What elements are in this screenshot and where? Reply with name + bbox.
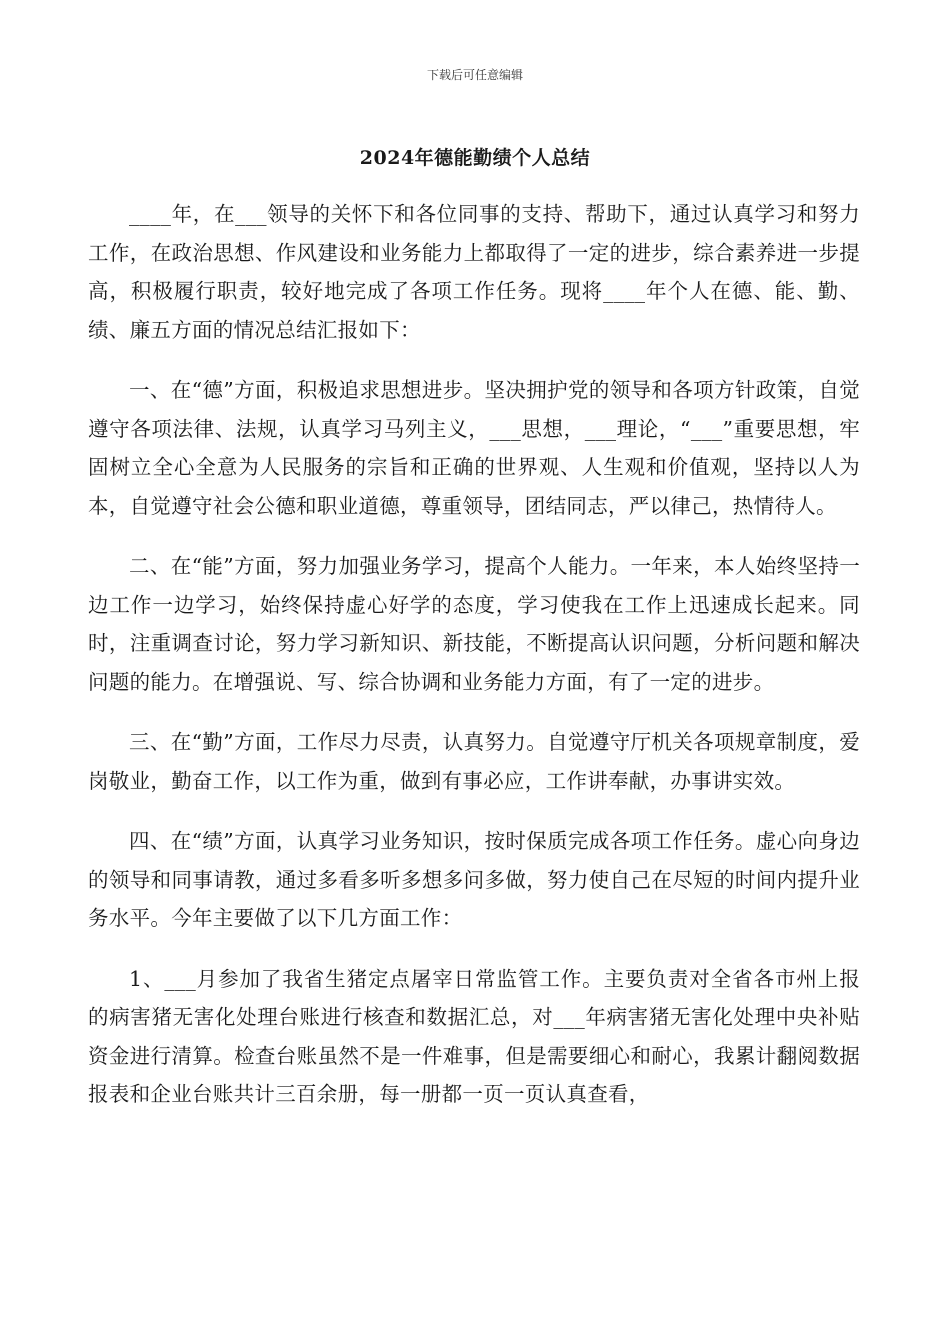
paragraph-de: 一、在“德”方面，积极追求思想进步。坚决拥护党的领导和各项方针政策，自觉遵守各项法律、法规，认真学习马列主义，___思想，___理论，“___”重要思想，牢固树立全心全意为人民服务的宗旨和正确的世界观、人生观和价值观，坚持以人为本，自觉遵守社会公德和职业道德，尊重领导，团结同志，严以律己，热情待人。 [88, 378, 860, 518]
document-title: 2024年德能勤绩个人总结 [359, 147, 591, 169]
paragraph-neng: 二、在“能”方面，努力加强业务学习，提高个人能力。一年来，本人始终坚持一边工作一边学习，始终保持虚心好学的态度，学习使我在工作上迅速成长起来。同时，注重调查讨论，努力学习新知识、新技能，不断提高认识问题，分析问题和解决问题的能力。在增强说、写、综合协调和业务能力方面，有了一定的进步。 [88, 554, 860, 694]
paragraph-qin: 三、在“勤”方面，工作尽力尽责，认真努力。自觉遵守厅机关各项规章制度，爱岗敬业，勤奋工作，以工作为重，做到有事必应，工作讲奉献，办事讲实效。 [88, 730, 860, 793]
paragraph-ji: 四、在“绩”方面，认真学习业务知识，按时保质完成各项工作任务。虚心向身边的领导和同事请教，通过多看多听多想多问多做，努力使自己在尽短的时间内提升业务水平。今年主要做了以下几方面工作： [88, 829, 860, 930]
paragraph-intro: ____年，在___领导的关怀下和各位同事的支持、帮助下，通过认真学习和努力工作，在政治思想、作风建设和业务能力上都取得了一定的进步，综合素养进一步提高，积极履行职责，较好地完成了各项工作任务。现将____年个人在德、能、勤、绩、廉五方面的情况总结汇报如下： [88, 202, 860, 342]
document-body [88, 195, 860, 1136]
paragraph-work-item-1: 1、___月参加了我省生猪定点屠宰日常监管工作。主要负责对全省各市州上报的病害猪无害化处理台账进行核查和数据汇总，对___年病害猪无害化处理中央补贴资金进行清算。检查台账虽然不是一件难事，但是需要细心和耐心，我累计翻阅数据报表和企业台账共计三百余册，每一册都一页一页认真查看， [88, 966, 860, 1106]
page-header-note: 下载后可任意编辑 [426, 68, 523, 82]
